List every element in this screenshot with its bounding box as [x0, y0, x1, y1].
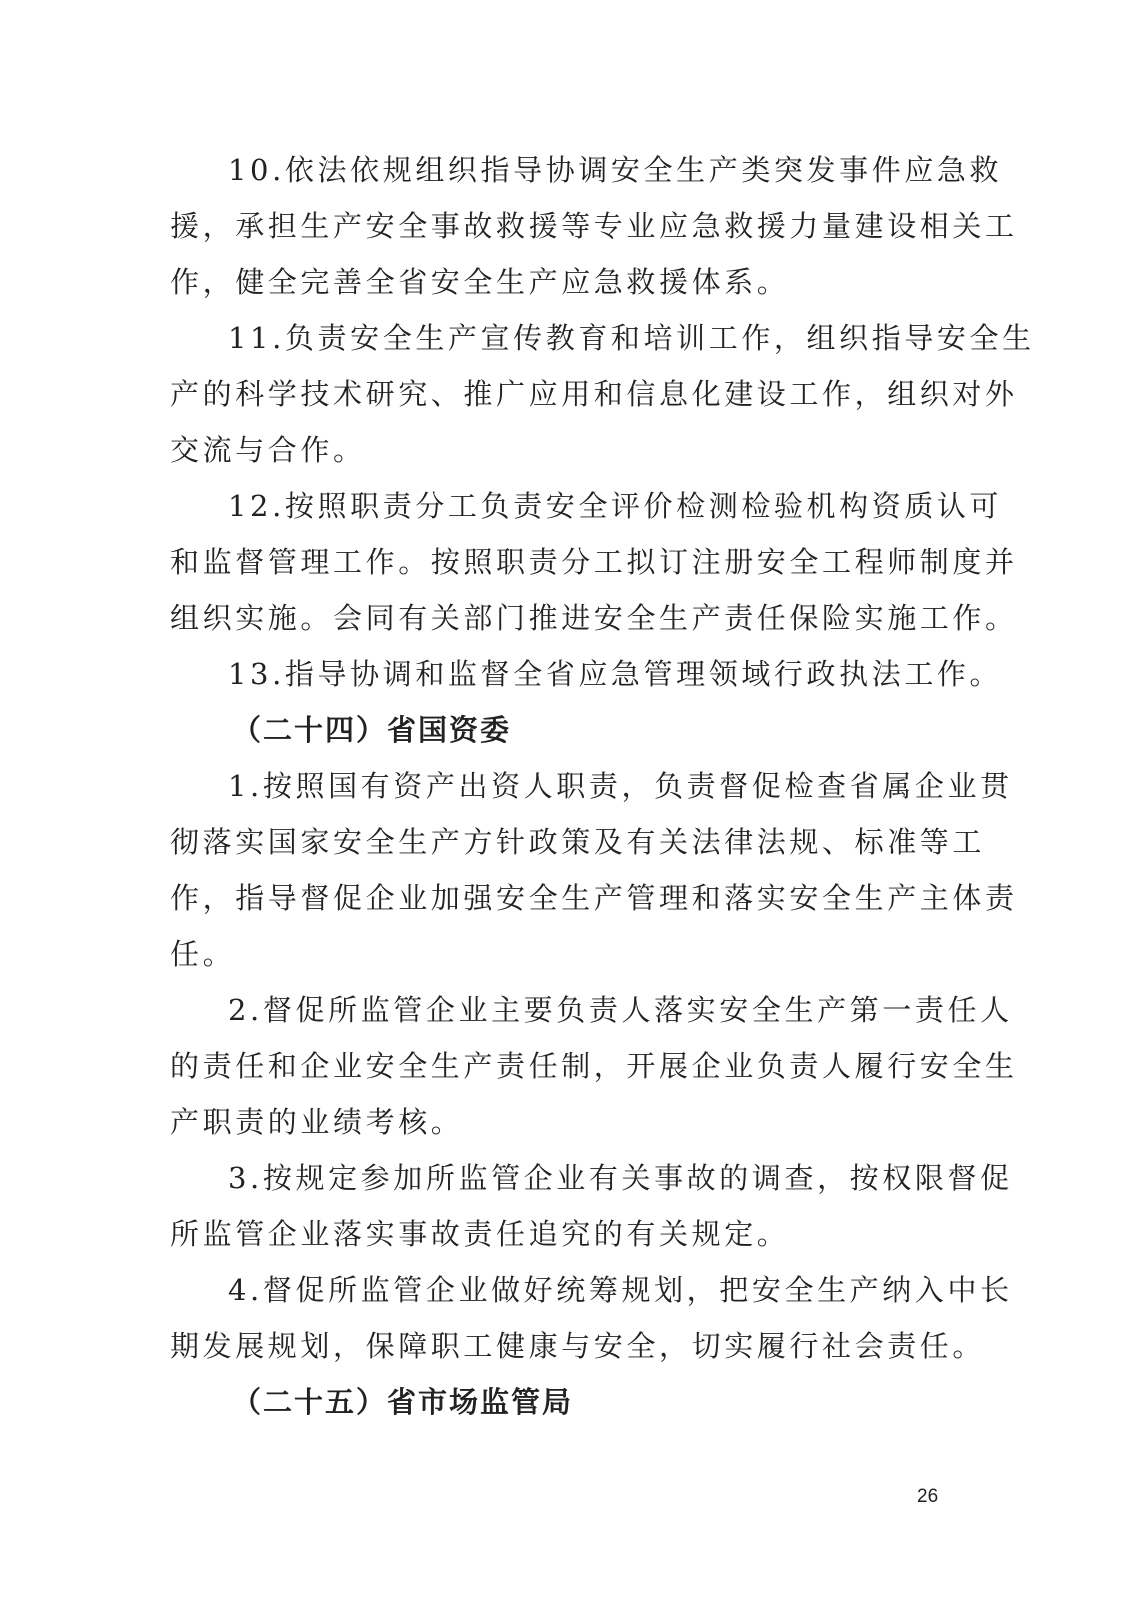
paragraph-24-1-line-3: 作，指导督促企业加强安全生产管理和落实安全生产主体责: [170, 881, 1018, 915]
paragraph-11-line-2: 产的科学技术研究、推广应用和信息化建设工作，组织对外: [170, 377, 1018, 411]
paragraph-11-line-1: 11.负责安全生产宣传教育和培训工作，组织指导安全生: [228, 321, 1035, 355]
paragraph-24-1-line-2: 彻落实国家安全生产方针政策及有关法律法规、标准等工: [170, 825, 986, 859]
paragraph-24-4-line-1: 4.督促所监管企业做好统筹规划，把安全生产纳入中长: [228, 1273, 1013, 1307]
paragraph-12-line-3: 组织实施。会同有关部门推进安全生产责任保险实施工作。: [170, 601, 1018, 635]
paragraph-24-2-line-2: 的责任和企业安全生产责任制，开展企业负责人履行安全生: [170, 1049, 1018, 1083]
paragraph-10-line-2: 援，承担生产安全事故救援等专业应急救援力量建设相关工: [170, 209, 1018, 243]
paragraph-11-line-3: 交流与合作。: [170, 433, 366, 467]
paragraph-24-1-line-4: 任。: [170, 937, 236, 971]
paragraph-13-line-1: 13.指导协调和监督全省应急管理领域行政执法工作。: [228, 657, 1003, 691]
paragraph-24-3-line-2: 所监管企业落实事故责任追究的有关规定。: [170, 1217, 790, 1251]
paragraph-24-1-line-1: 1.按照国有资产出资人职责，负责督促检查省属企业贯: [228, 769, 1013, 803]
paragraph-10-line-3: 作，健全完善全省安全生产应急救援体系。: [170, 265, 790, 299]
paragraph-10-line-1: 10.依法依规组织指导协调安全生产类突发事件应急救: [228, 153, 1003, 187]
paragraph-24-4-line-2: 期发展规划，保障职工健康与安全，切实履行社会责任。: [170, 1329, 986, 1363]
page-number: 26: [917, 1486, 939, 1507]
paragraph-24-2-line-3: 产职责的业绩考核。: [170, 1105, 464, 1139]
paragraph-24-3-line-1: 3.按规定参加所监管企业有关事故的调查，按权限督促: [228, 1161, 1013, 1195]
section-heading-25: （二十五）省市场监管局: [232, 1385, 574, 1419]
section-heading-24: （二十四）省国资委: [232, 713, 512, 747]
paragraph-12-line-2: 和监督管理工作。按照职责分工拟订注册安全工程师制度并: [170, 545, 1018, 579]
paragraph-24-2-line-1: 2.督促所监管企业主要负责人落实安全生产第一责任人: [228, 993, 1013, 1027]
paragraph-12-line-1: 12.按照职责分工负责安全评价检测检验机构资质认可: [228, 489, 1003, 523]
